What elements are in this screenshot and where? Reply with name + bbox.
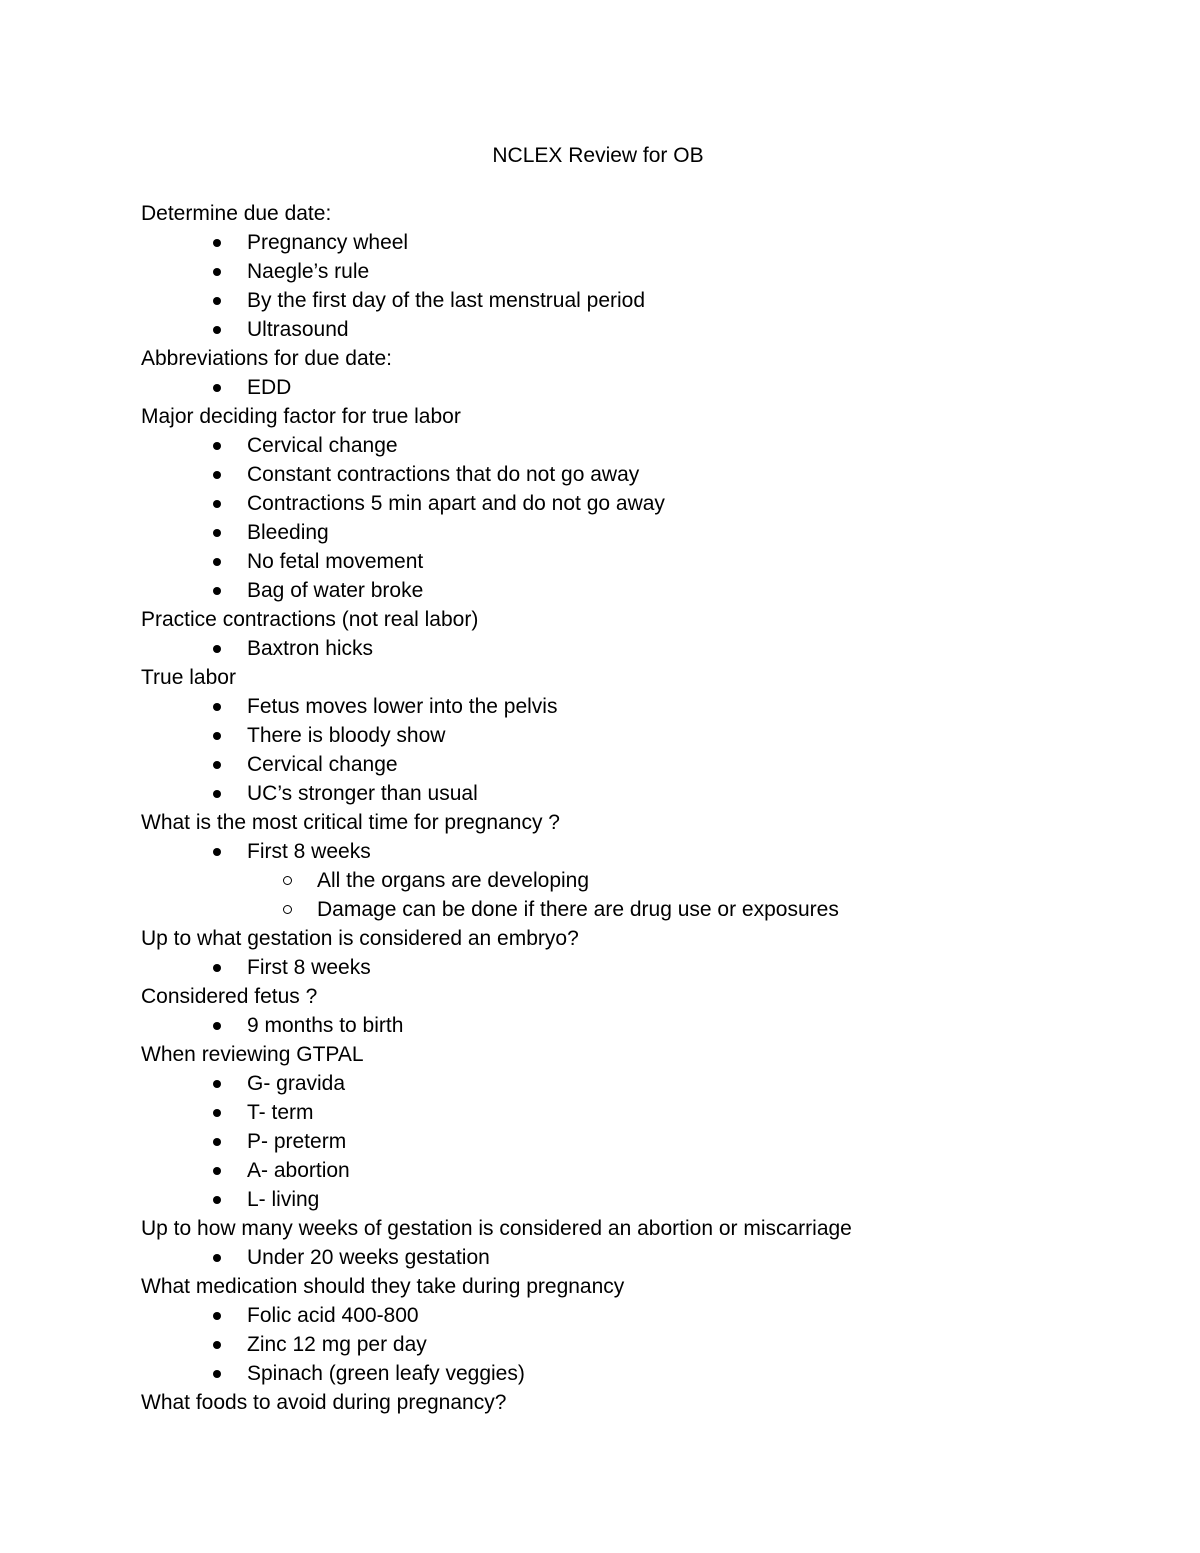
- bullet-icon: [213, 1254, 221, 1262]
- list-item-text: L- living: [247, 1188, 320, 1211]
- list-item: [141, 576, 1171, 605]
- list-item-text: Cervical change: [247, 753, 398, 776]
- section-heading: True labor: [141, 666, 236, 689]
- list-item: [141, 489, 1171, 518]
- hollow-bullet-icon: [283, 876, 292, 885]
- list-item: [141, 1243, 1171, 1272]
- list-item-text: Ultrasound: [247, 318, 349, 341]
- list-item-text: Contractions 5 min apart and do not go away: [247, 492, 665, 515]
- document-title: NCLEX Review for OB: [492, 144, 704, 167]
- list-item-text: Under 20 weeks gestation: [247, 1246, 490, 1269]
- list-item-text: T- term: [247, 1101, 314, 1124]
- bullet-icon: [213, 500, 221, 508]
- list-item: [141, 547, 1171, 576]
- bullet-icon: [213, 964, 221, 972]
- list-item-text: P- preterm: [247, 1130, 347, 1153]
- section-heading: Up to how many weeks of gestation is considered an abortion or miscarriage: [141, 1217, 852, 1240]
- document-section: [141, 982, 1171, 1040]
- bullet-icon: [213, 1312, 221, 1320]
- list-item: [141, 1011, 1171, 1040]
- list-item: [141, 373, 1171, 402]
- bullet-icon: [213, 790, 221, 798]
- bullet-list: [141, 1069, 1171, 1214]
- section-heading: Major deciding factor for true labor: [141, 405, 461, 428]
- bullet-list: [141, 1301, 1171, 1388]
- document-section: [141, 605, 1171, 663]
- bullet-list: [141, 228, 1171, 344]
- bullet-list: [141, 634, 1171, 663]
- list-item: [141, 953, 1171, 982]
- hollow-bullet-icon: [283, 905, 292, 914]
- section-heading: What is the most critical time for pregnancy ?: [141, 811, 560, 834]
- bullet-list: [141, 1011, 1171, 1040]
- document-section: [141, 344, 1171, 402]
- list-item-text: EDD: [247, 376, 292, 399]
- bullet-icon: [213, 558, 221, 566]
- list-item-text: A- abortion: [247, 1159, 350, 1182]
- list-item: [141, 286, 1171, 315]
- document-section: [141, 663, 1171, 808]
- list-item: [141, 1359, 1171, 1388]
- list-item: [141, 1185, 1171, 1214]
- bullet-list: [141, 431, 1171, 605]
- sub-list-item: [141, 866, 1171, 895]
- list-item-text: Bag of water broke: [247, 579, 424, 602]
- list-item: [141, 1301, 1171, 1330]
- bullet-icon: [213, 1167, 221, 1175]
- bullet-icon: [213, 529, 221, 537]
- list-item-text: UC’s stronger than usual: [247, 782, 478, 805]
- bullet-icon: [213, 732, 221, 740]
- bullet-icon: [213, 848, 221, 856]
- list-item: [141, 634, 1171, 663]
- section-heading: Abbreviations for due date:: [141, 347, 392, 370]
- list-item-text: First 8 weeks: [247, 840, 371, 863]
- section-heading: Practice contractions (not real labor): [141, 608, 479, 631]
- document-section: [141, 1214, 1171, 1272]
- list-item-text: Naegle’s rule: [247, 260, 370, 283]
- list-item: [141, 837, 1171, 866]
- section-heading: What foods to avoid during pregnancy?: [141, 1391, 507, 1414]
- bullet-icon: [213, 239, 221, 247]
- bullet-icon: [213, 442, 221, 450]
- list-item-text: Bleeding: [247, 521, 329, 544]
- list-item-text: There is bloody show: [247, 724, 446, 747]
- section-heading: Determine due date:: [141, 202, 332, 225]
- list-item: [141, 750, 1171, 779]
- bullet-icon: [213, 1138, 221, 1146]
- bullet-icon: [213, 1022, 221, 1030]
- bullet-icon: [213, 1370, 221, 1378]
- list-item-text: Cervical change: [247, 434, 398, 457]
- bullet-list: [141, 837, 1171, 924]
- bullet-icon: [213, 587, 221, 595]
- bullet-icon: [213, 703, 221, 711]
- document-section: [141, 808, 1171, 924]
- sub-list-item-text: Damage can be done if there are drug use or exposures: [317, 898, 839, 921]
- bullet-icon: [213, 645, 221, 653]
- list-item: [141, 779, 1171, 808]
- list-item-text: Constant contractions that do not go away: [247, 463, 640, 486]
- list-item-text: Baxtron hicks: [247, 637, 374, 660]
- list-item-text: First 8 weeks: [247, 956, 371, 979]
- document-section: [141, 402, 1171, 605]
- bullet-icon: [213, 761, 221, 769]
- bullet-list: [141, 692, 1171, 808]
- bullet-icon: [213, 471, 221, 479]
- list-item-text: Spinach (green leafy veggies): [247, 1362, 525, 1385]
- bullet-icon: [213, 1080, 221, 1088]
- list-item: [141, 1127, 1171, 1156]
- bullet-icon: [213, 326, 221, 334]
- section-heading: Up to what gestation is considered an embryo?: [141, 927, 579, 950]
- list-item: [141, 1156, 1171, 1185]
- bullet-icon: [213, 1341, 221, 1349]
- list-item: [141, 431, 1171, 460]
- document-section: [141, 1040, 1171, 1214]
- list-item: [141, 315, 1171, 344]
- bullet-icon: [213, 297, 221, 305]
- list-item-text: No fetal movement: [247, 550, 424, 573]
- list-item-text: 9 months to birth: [247, 1014, 404, 1037]
- bullet-list: [141, 953, 1171, 982]
- bullet-list: [141, 1243, 1171, 1272]
- sub-list-item-text: All the organs are developing: [317, 869, 590, 892]
- bullet-icon: [213, 1109, 221, 1117]
- list-item-text: Fetus moves lower into the pelvis: [247, 695, 558, 718]
- bullet-icon: [213, 1196, 221, 1204]
- document-section: [141, 1388, 1171, 1417]
- list-item-text: Zinc 12 mg per day: [247, 1333, 427, 1356]
- section-heading: Considered fetus ?: [141, 985, 318, 1008]
- list-item: [141, 692, 1171, 721]
- list-item-text: Folic acid 400-800: [247, 1304, 419, 1327]
- list-item-text: Pregnancy wheel: [247, 231, 409, 254]
- bullet-list: [141, 373, 1171, 402]
- document-section: [141, 924, 1171, 982]
- document-section: [141, 199, 1171, 344]
- list-item: [141, 228, 1171, 257]
- document-section: [141, 1272, 1171, 1388]
- list-item: [141, 257, 1171, 286]
- list-item-text: By the first day of the last menstrual period: [247, 289, 646, 312]
- list-item: [141, 1098, 1171, 1127]
- section-heading: What medication should they take during pregnancy: [141, 1275, 625, 1298]
- list-item: [141, 1330, 1171, 1359]
- bullet-icon: [213, 384, 221, 392]
- list-item: [141, 1069, 1171, 1098]
- sub-list-item: [141, 895, 1171, 924]
- list-item: [141, 721, 1171, 750]
- list-item: [141, 518, 1171, 547]
- section-heading: When reviewing GTPAL: [141, 1043, 364, 1066]
- list-item-text: G- gravida: [247, 1072, 346, 1095]
- document-body: [141, 199, 1171, 1417]
- list-item: [141, 460, 1171, 489]
- bullet-icon: [213, 268, 221, 276]
